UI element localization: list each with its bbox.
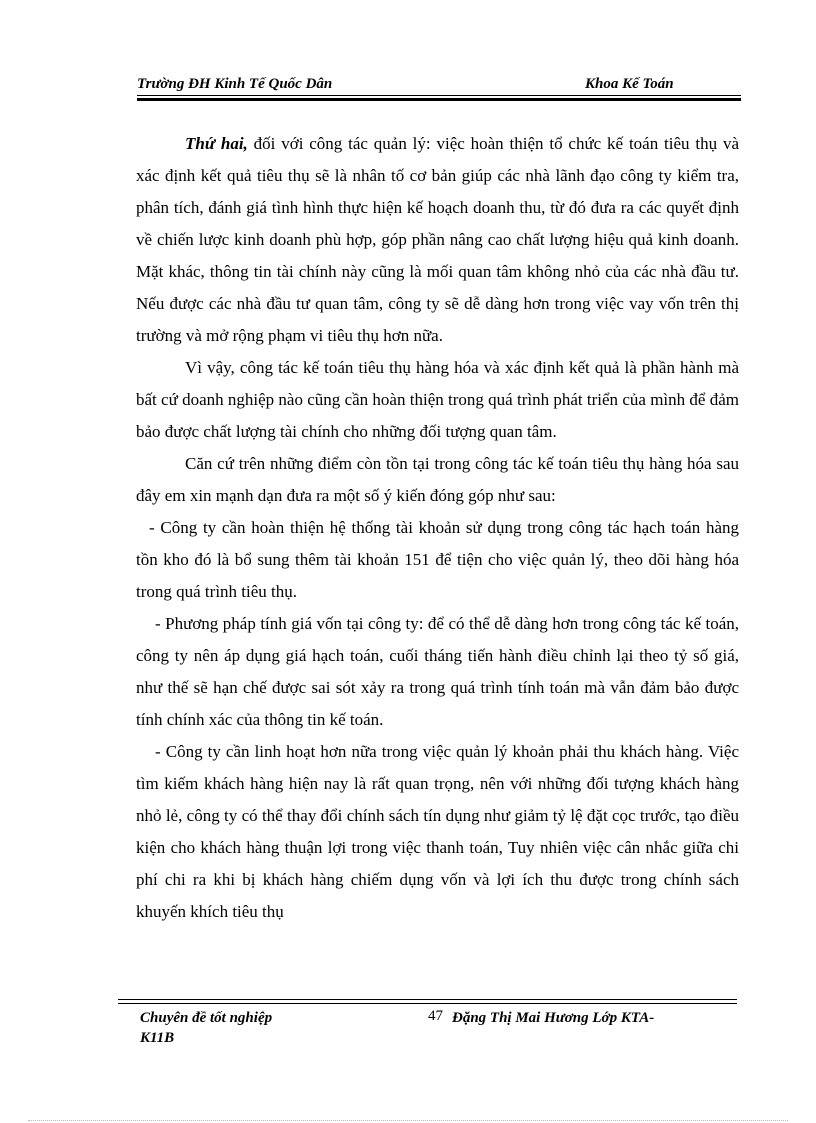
footer-left: Chuyên đề tốt nghiệp (140, 1010, 273, 1026)
document-body (136, 128, 739, 928)
paragraph-1-text: đối với công tác quản lý: việc hoàn thiện tổ chức kế toán tiêu thụ và xác định kết quả tiêu thụ sẽ là nhân tố cơ bản giúp các nhà lãnh đạo công ty kiểm tra, phân tích, đánh giá tình hình thực hiện kế hoạch doanh thu, từ đó đưa ra các quyết định về chiến lược kinh doanh phù hợp, góp phần nâng cao chất lượng hiệu quả kinh doanh. Mặt khác, thông tin tài chính này cũng là mối quan tâm không nhỏ của các nhà đầu tư. Nếu được các nhà đầu tư quan tâm, công ty sẽ dễ dàng hơn trong việc vay vốn trên thị trường và mở rộng phạm vi tiêu thụ hơn nữa. (136, 134, 739, 345)
footer-continuation: K11B (140, 1030, 175, 1046)
header-rule-thin (137, 95, 741, 96)
footer-right: Đặng Thị Mai Hương Lớp KTA- (452, 1010, 655, 1026)
paragraph-3: Căn cứ trên những điểm còn tồn tại trong công tác kế toán tiêu thụ hàng hóa sau đây em xin mạnh dạn đưa ra một số ý kiến đóng góp như sau: (136, 454, 739, 505)
paragraph-6: - Công ty cần linh hoạt hơn nữa trong việc quản lý khoản phải thu khách hàng. Việc tìm kiếm khách hàng hiện nay là rất quan trọng, nên với những đối tượng khách hàng nhỏ lẻ, công ty có thể thay đổi chính sách tín dụng như giảm tỷ lệ đặt cọc trước, tạo điều kiện cho khách hàng thuận lợi trong việc thanh toán, Tuy nhiên việc cân nhắc giữa chi phí chi ra khi bị khách hàng chiếm dụng vốn và lợi ích thu được trong chính sách khuyến khích tiêu thụ (136, 742, 739, 921)
footer-rule-top (118, 999, 737, 1000)
paragraph-1-lead: Thứ hai, (185, 134, 248, 153)
paragraph-5: - Phương pháp tính giá vốn tại công ty: để có thể dễ dàng hơn trong công tác kế toán, công ty nên áp dụng giá hạch toán, cuối tháng tiến hành điều chỉnh lại theo tỷ số giá, như thế sẽ hạn chế được sai sót xảy ra trong quá trình tính toán mà vẫn đảm bảo được tính chính xác của thông tin kế toán. (136, 614, 739, 729)
footer-rule-bottom (118, 1003, 737, 1004)
page-bottom-border (28, 1120, 788, 1121)
paragraph-1 (136, 128, 739, 352)
paragraph-2: Vì vậy, công tác kế toán tiêu thụ hàng hóa và xác định kết quả là phần hành mà bất cứ doanh nghiệp nào cũng cần hoàn thiện trong quá trình phát triển của mình để đảm bảo được chất lượng tài chính cho những đối tượng quan tâm. (136, 358, 739, 441)
header-rule-thick (137, 98, 741, 101)
paragraph-4: - Công ty cần hoàn thiện hệ thống tài khoản sử dụng trong công tác hạch toán hàng tồn kho đó là bổ sung thêm tài khoản 151 để tiện cho việc quản lý, theo dõi hàng hóa trong quá trình tiêu thụ. (136, 518, 739, 601)
header-school: Trường ĐH Kinh Tế Quốc Dân (137, 76, 333, 92)
header-department: Khoa Kế Toán (585, 76, 674, 92)
page-number: 47 (428, 1008, 443, 1024)
